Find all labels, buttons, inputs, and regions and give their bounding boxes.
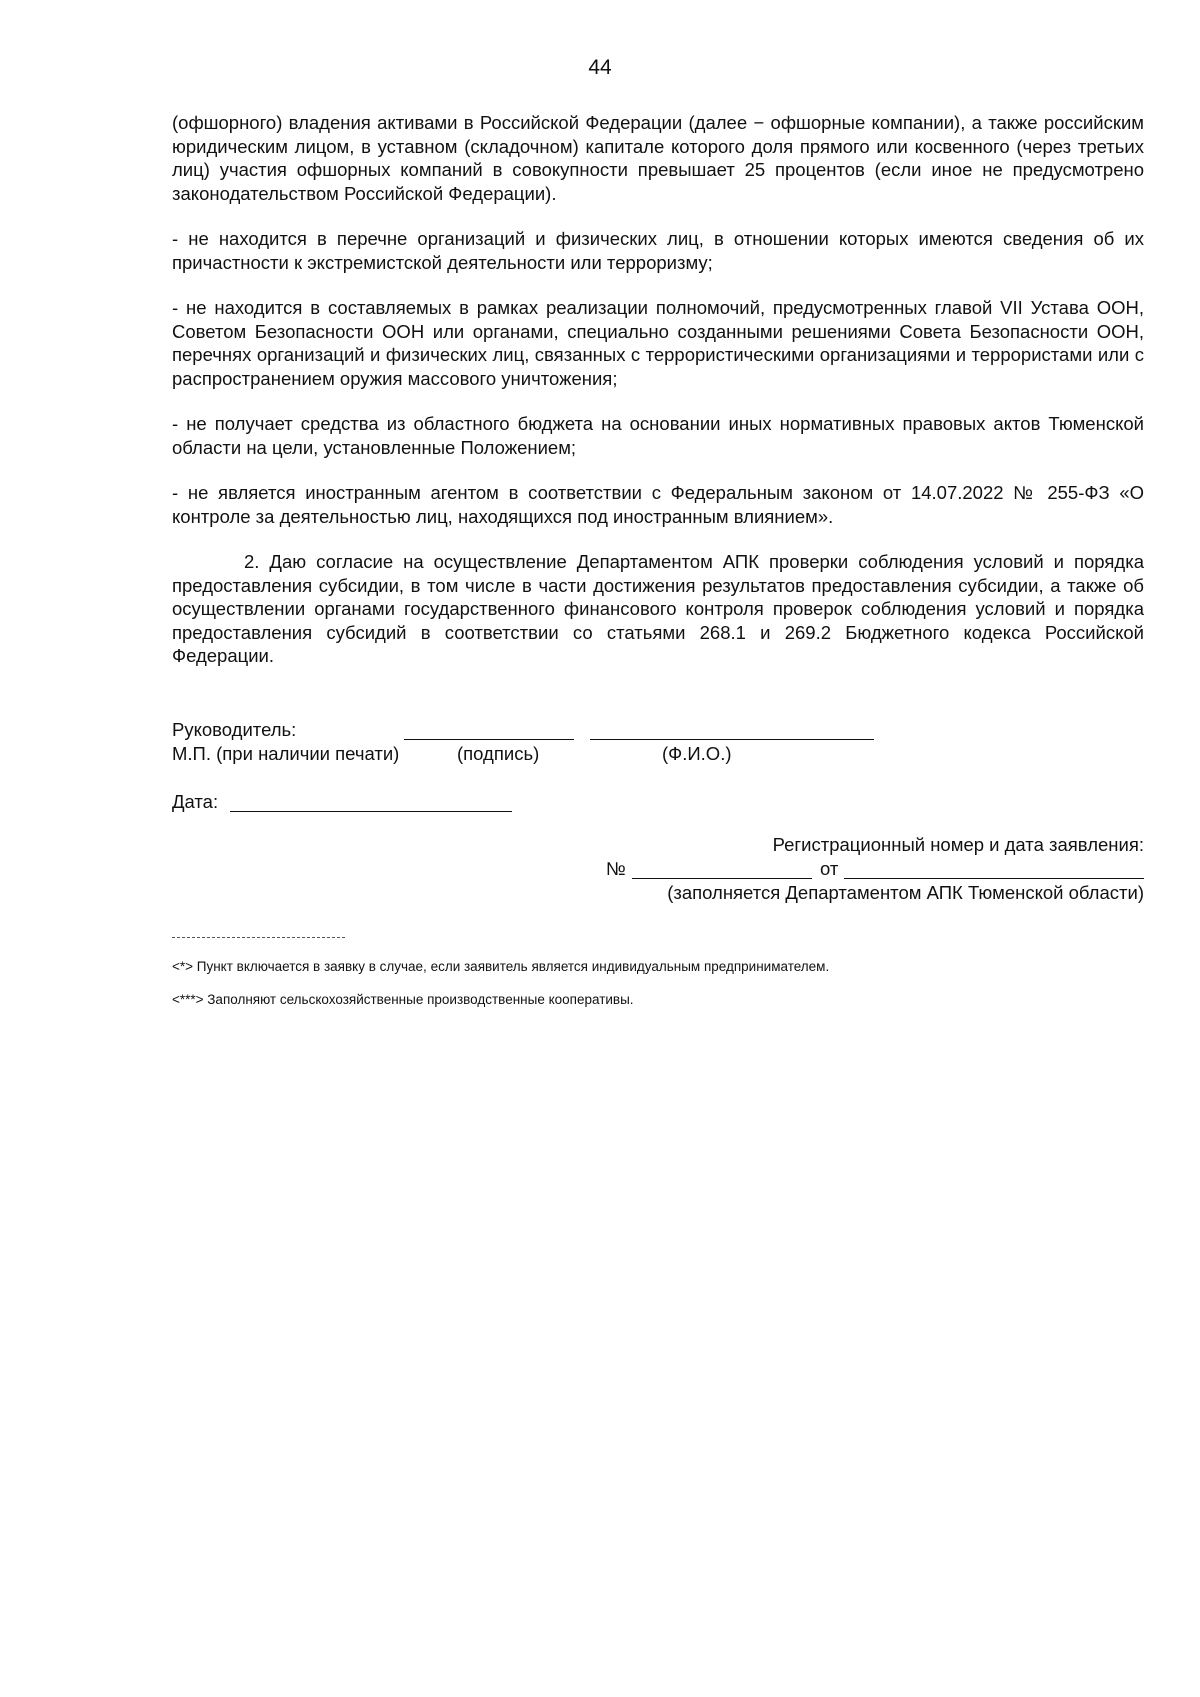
paragraph-extremism: - не находится в перечне организаций и физических лиц, в отношении которых имеются сведения об их причастности к экстремистской деятельности или терроризму; [172,228,1144,273]
footnote-entrepreneur: <*> Пункт включается в заявку в случае, если заявитель является индивидуальным предпринимателем. [172,959,830,974]
head-label: Руководитель: [172,719,297,740]
signature-line[interactable] [404,739,574,740]
footnote-cooperatives: <***> Заполняют сельскохозяйственные производственные кооперативы. [172,992,634,1007]
registration-date-line[interactable] [844,878,1144,879]
registration-note: (заполняется Департаментом АПК Тюменской области) [667,882,1144,903]
stamp-label: М.П. (при наличии печати) [172,743,400,764]
paragraph-offshore: (офшорного) владения активами в Российской Федерации (далее − офшорные компании), а также российским юридическим лицом, в уставном (складочном) капитале которого доля прямого или косвенного (через третьих лиц) участия офшорных компаний в совокупности превышает 25 процентов (если иное не предусмотрено законодательством Российской Федерации). [172,112,1144,204]
footnotes [172,958,1144,1024]
paragraph-un-lists: - не находится в составляемых в рамках реализации полномочий, предусмотренных главой VII Устава ООН, Советом Безопасности ООН или органами, специально созданными решениями Совета Безопасности ООН, перечнях организаций и физических лиц, связанных с террористическими организациями и террористами или с распространением оружия массового уничтожения; [172,297,1144,389]
page-number: 44 [588,56,612,79]
footnote-divider [172,937,345,938]
paragraph-foreign-agent: - не является иностранным агентом в соответствии с Федеральным законом от 14.07.2022 № 255-ФЗ «О контроле за деятельностью лиц, находящихся под иностранным влиянием». [172,482,1144,527]
from-label: от [820,858,839,879]
registration-block [172,834,1144,914]
name-caption: (Ф.И.О.) [662,743,732,764]
registration-number-line[interactable] [632,878,812,879]
signature-caption: (подпись) [457,743,540,764]
signature-block [172,719,1152,819]
paragraph-budget: - не получает средства из областного бюджета на основании иных нормативных правовых актов Тюменской области на цели, установленные Положением; [172,413,1144,458]
date-label: Дата: [172,791,219,812]
registration-title: Регистрационный номер и дата заявления: [772,834,1144,855]
date-line[interactable] [230,811,512,812]
document-body [172,111,1144,690]
paragraph-consent: 2. Даю согласие на осуществление Департаментом АПК проверки соблюдения условий и порядка предоставления субсидии, в том числе в части достижения результатов предоставления субсидии, а также об осуществлении органами государственного финансового контроля проверок соблюдения условий и порядка предоставления субсидий в соответствии со статьями 268.1 и 269.2 Бюджетного кодекса Российской Федерации. [172,551,1144,666]
name-line[interactable] [590,739,874,740]
number-sign: № [606,858,626,879]
